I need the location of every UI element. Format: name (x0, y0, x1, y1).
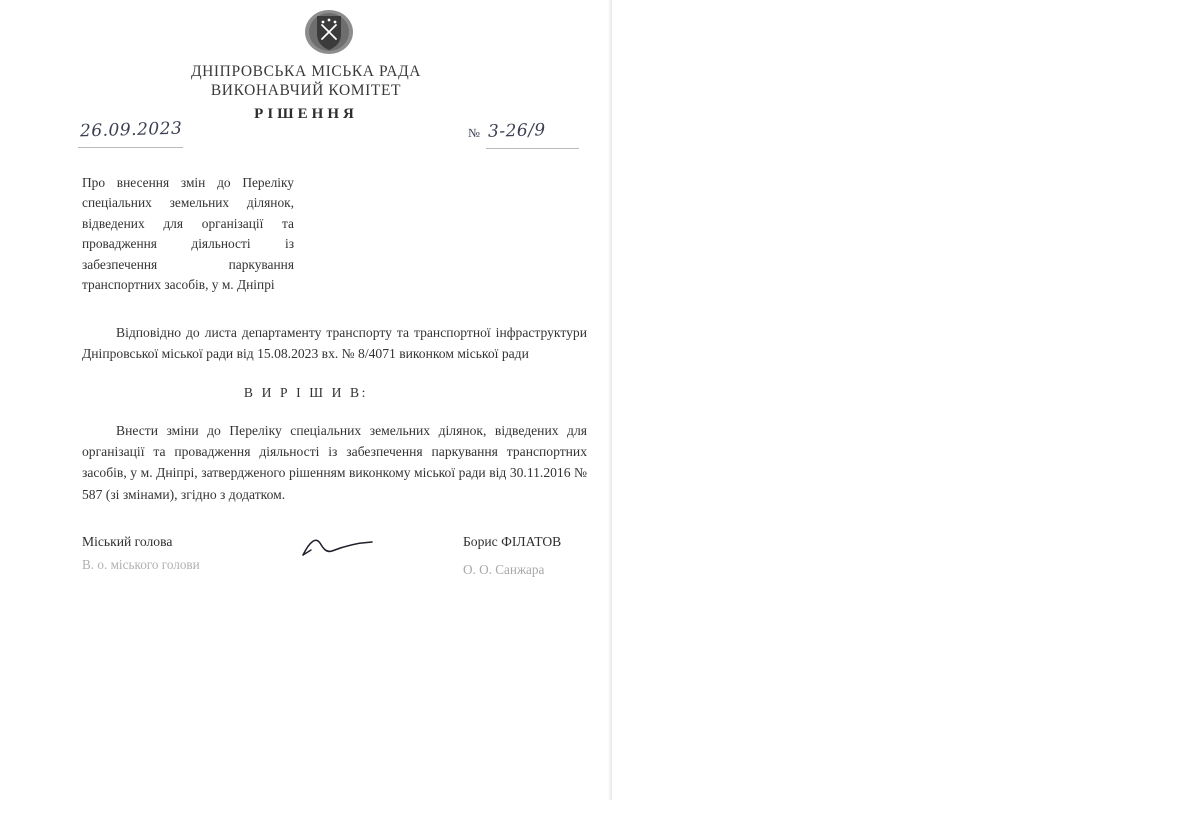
acting-signer-name: О. О. Санжара (463, 562, 545, 577)
document-subject: Про внесення змін до Переліку спеціальних земельних ділянок, відведених для організації та провадження діяльності із забезпечення паркування транспортних засобів, у м. Дніпрі (82, 175, 294, 292)
signer-title: Міський голова (82, 534, 173, 549)
acting-signer-title: В. о. міського голови (82, 557, 200, 572)
organization-name-line2: ВИКОНАВЧИЙ КОМІТЕТ (210, 82, 402, 100)
resolved-heading: В И Р І Ш И В: (243, 385, 369, 400)
organization-header (0, 62, 612, 124)
organization-name-line1: ДНІПРОВСЬКА МІСЬКА РАДА (190, 63, 422, 80)
signer-name: Борис ФІЛАТОВ (463, 534, 562, 549)
number-label: № (468, 126, 480, 140)
number-underline (486, 148, 579, 149)
decision-date-handwritten: 26.09.2023 (79, 118, 183, 142)
body-paragraph: Внести зміни до Переліку спеціальних земельних ділянок, відведених для організації та провадження діяльності із забезпечення паркування транспортних засобів, у м. Дніпрі, затвердженого рішенням виконкому міської ради від 30.11.2016 № 587 (зі змінами), згідно з додатком. (82, 423, 587, 502)
document-type-title: РІШЕННЯ (254, 105, 358, 122)
decision-number-handwritten: 3-26/9 (487, 120, 547, 142)
document-page-left (0, 0, 612, 800)
document-page-right (612, 0, 1200, 800)
coat-of-arms-icon (299, 7, 359, 57)
basis-paragraph: Відповідно до листа департаменту транспорту та транспортної інфраструктури Дніпровської міської ради від 15.08.2023 вх. № 8/4071 виконком міської ради (82, 325, 587, 362)
handwritten-signature (300, 533, 380, 561)
date-underline (78, 147, 183, 148)
